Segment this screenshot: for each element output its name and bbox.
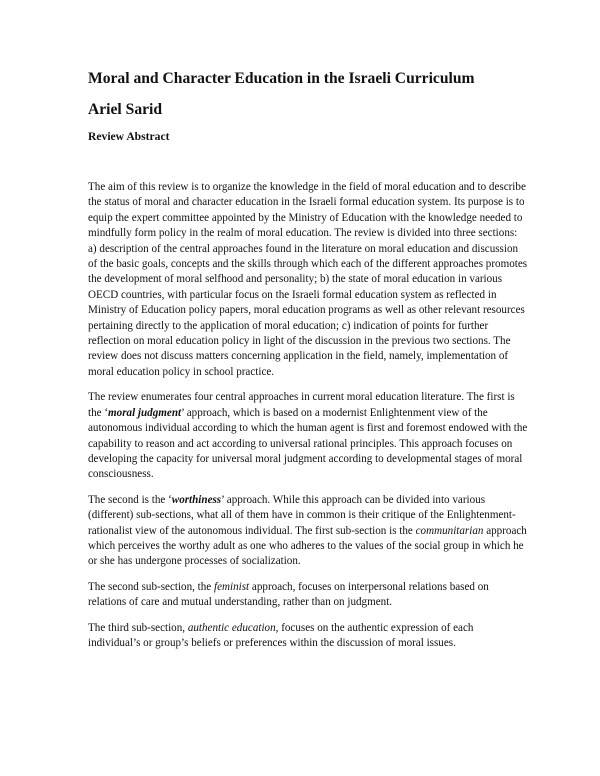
term-authentic-education: authentic education — [187, 621, 276, 634]
term-communitarian: communitarian — [415, 524, 484, 537]
term-feminist: feminist — [214, 580, 250, 593]
paragraph-authentic: The third sub-section, authentic education, focuses on the authentic expression of each individual’s or group’s beliefs or preferences within the discussion of moral issues. — [88, 621, 474, 649]
document-body — [88, 180, 528, 661]
term-worthiness: worthiness — [171, 493, 222, 506]
document-title: Moral and Character Education in the Israeli Curriculum — [88, 70, 475, 87]
term-moral-judgment: moral judgment — [108, 406, 182, 419]
paragraph-feminist: The second sub-section, the feminist approach, focuses on interpersonal relations based on relations of care and mutual understanding, rather than on judgment. — [88, 580, 489, 609]
section-heading: Review Abstract — [88, 130, 170, 143]
paragraph-aim: The aim of this review is to organize the knowledge in the field of moral education and to describe the status of moral and character education in the Israeli formal education system. Its purpose is to equip the expert committee appointed by the Ministry of Education with the knowledge needed to mindfully form policy in the realm of moral education. The review is divided into three sections: a) description of the central approaches found in the literature on moral education and discussion of the basic goals, concepts and the skills through which each of the different approaches promotes the development of moral selfhood and personality; b) the state of moral education in various OECD countries, with particular focus on the Israeli formal education system as reflected in Ministry of Education policy papers, moral education programs as well as other relevant resources pertaining directly to the application of moral education; c) indication of points for further reflection on moral education policy in light of the discussion in the previous two sections. The review does not discuss matters concerning application in the field, namely, implementation of moral education policy in school practice. — [88, 181, 528, 378]
paragraph-moral-judgment: The review enumerates four central approaches in current moral education literature. The first is the ‘moral judgment’ approach, which is based on a modernist Enlightenment view of the autonomous individual according to which the human agent is first and foremost endowed with the capability to reason and act according to universal rational principles. This approach focuses on developing the capacity for universal moral judgment according to developmental stages of moral consciousness. — [88, 391, 528, 481]
paragraph-worthiness: The second is the ‘worthiness’ approach. While this approach can be divided into various (different) sub-sections, what all of them have in common is their critique of the Enlightenment-rationalist view of the autonomous individual. The first sub-section is the communitarian approach which perceives the worthy adult as one who adheres to the values of the social group in which he or she has undergone processes of socialization. — [88, 493, 527, 568]
author-name: Ariel Sarid — [88, 101, 163, 118]
